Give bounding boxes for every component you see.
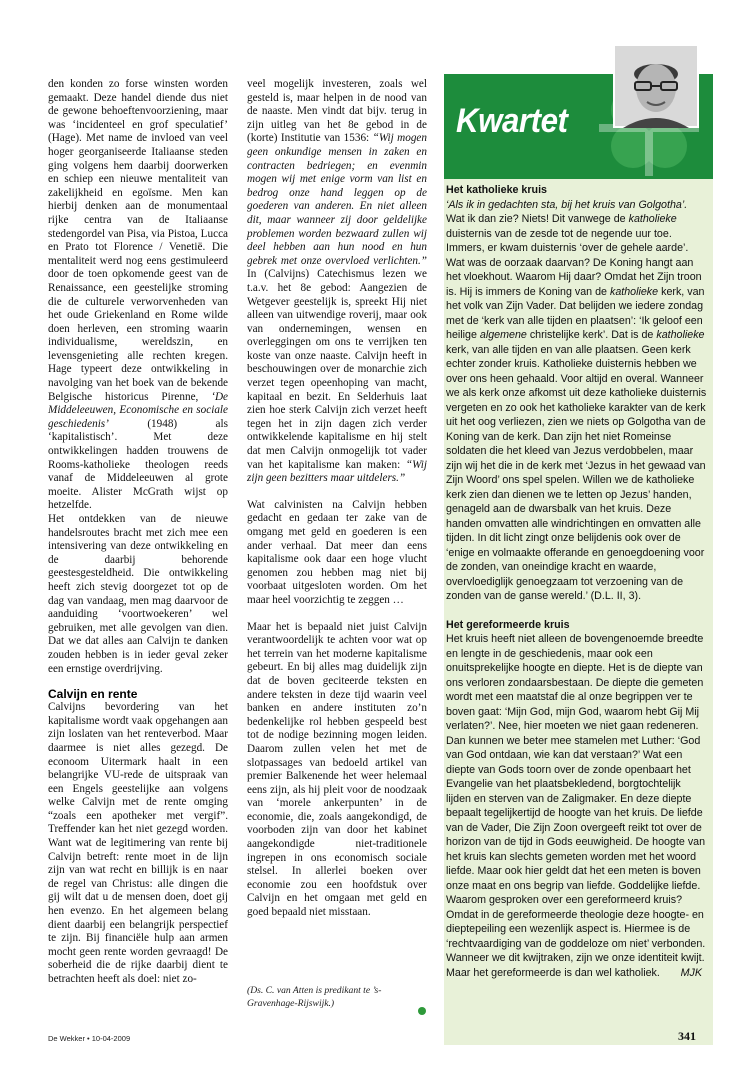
spacer	[446, 604, 708, 618]
paragraph: Calvijns bevordering van het kapitalisme wordt vaak opgehangen aan zijn loslaten van het renteverbod. Maar daarmee is niet alles gezegd. De econoom Uitermark haalt in een belangrijke VU-rede de uitspraak van een Engels geestelijke aan volgens welke Calvijn met de rente omging “zoals een apotheker met vergif”. Treffender kan het niet gezegd worden. Want wat de legitimering van rente bij Calvijn betreft: rente moet in de lijn zijn van wat recht en billijk is en naar de regel van Christus: alle dingen die gij wilt dat u de mensen doen, doet gij hen evenzo. En het algemeen belang dient daarbij een belangrijk perspectief te zijn. Bij financiële hulp aan armen mocht geen rente worden gevraagd! De soberheid die de rijke daarbij dient te betrachten heeft als doel: niet zo-	[48, 701, 228, 985]
paragraph: Maar het is bepaald niet juist Calvijn verantwoordelijk te achten voor wat op het terrein van het moderne kapitalisme gebeurt. En bij alles mag duidelijk zijn dat de boven geciteerde teksten en andere teksten in deze tijd waarin veel banken en andere instituten zo’n bedenkelijke rol hebben gespeeld best tot de nodige bezinning mogen leiden. Daarom zullen velen het met de slotpassages van bedoeld artikel van premier Balkenende het weer helemaal eens zijn, als hij pleit voor de noodzaak van ‘morele ankerpunten’ in de economie, die, zoals aangekondigd, de voorboden zijn van door het kabinet aangekondigde niet-traditionele ingrepen in ons economisch sociale stelsel. In allerlei boeken over economie zou een hoofdstuk over Calvijn en het omgaan met geld en goed bepaald niet misstaan.	[247, 620, 427, 919]
section-heading: Calvijn en rente	[48, 687, 138, 702]
article-column-middle	[247, 78, 427, 920]
author-portrait	[613, 44, 699, 128]
signature: MJK	[680, 966, 702, 979]
paragraph: veel mogelijk investeren, zoals wel gesteld is, maar helpen in de nood van de naaste. Men vindt dat bijv. terug in zijn uitleg van het 8e gebod in de (korte) Institutie van 1536: “Wij mogen geen onkundige mensen in zaken en contracten bedriegen; en evenmin mogen wij met enige vorm van list en bedrog onze hand leggen op de goederen van anderen. En niet alleen dit, maar wanneer zij door geldelijke problemen worden bezwaard zullen wij deel hebben aan hun nood en hun gebrek met onze overvloed verlichten.” In (Calvijns) Catechismus lezen we t.a.v. het 8e gebod: Aangezien de Wetgever geestelijk is, spreekt Hij niet alleen van uitwendige roverij, maar ook van ondernemingen, wensen en overleggingen om ons te verrijken ten koste van onze naaste. Calvijn heeft in beschouwingen over de monarchie zich verzet tegen opeenhoping van macht, kapitaal en bezit. En Selderhuis laat zien hoe sterk Calvijn zich verzet heeft tegen het in zijn dagen zich verder ontwikkelende kapitalisme en hij stelt dat men Calvijn onmogelijk tot vader van het kapitalisme kan maken: “Wij zijn geen bezitters maar uitdelers.”	[247, 78, 428, 485]
quote: “Wij mogen geen onkundige mensen in zaken en contracten bedriegen; en evenmin mogen wij met enige vorm van list en bedrog onze hand leggen op de goederen van anderen. En niet alleen dit, maar wanneer zij door geldelijke problemen worden bezwaard zullen wij deel hebben aan hun nood en hun gebrek met onze overvloed verlichten.”	[247, 132, 427, 267]
kwartet-text	[446, 183, 708, 980]
kwartet-heading-2: Het gereformeerde kruis	[446, 618, 570, 631]
kwartet-paragraph: Het kruis heeft niet alleen de bovengenoemde breedte en lengte in de geschiedenis, maar ook een onuitsprekelijke hoogte en diepte. Het is de diepte van ons verloren zondaarsbestaan. De diepte die gemeten wordt met een maatstaf die al onze begrippen ver te boven gaat: ‘Mijn God, mijn God, waarom hebt Gij Mij verlaten?’. Nee, hier moeten we niet gaan redeneren. Dan kunnen we beter mee stamelen met Luther: ‘God van God ontdaan, wie kan dat verstaan?’ Wat een diepte van Gods toorn over de zonde openbaart het Evangelie van het plaatsbekledend, borgtochtelijk lijden en sterven van de Zaligmaker. En deze diepte bepaalt tegelijkertijd de hoogte van het kruis. De liefde van de Vader, Die Zijn Zoon overgeeft reikt tot over de horizon van de tijd in Gods eeuwigheid. De hoogte van het kruis kan slechts gemeten worden met het woord liefde. Maar ook hier geldt dat het een meten is boven onze maat en ons begrip van liefde. Goddelijke liefde.	[446, 633, 706, 892]
kwartet-title: Kwartet	[456, 102, 568, 140]
publication-footer: De Wekker • 10-04-2009	[48, 1034, 131, 1043]
quote: “Wij zijn geen bezitters maar uitdelers.”	[247, 458, 428, 485]
end-mark-dot	[418, 1007, 426, 1015]
paragraph: Het ontdekken van de nieuwe handelsroutes bracht met zich mee een intensivering van deze ontwikkeling en de daarbij behorende geestesgesteldheid. Die ontwikkeling heeft zich stevig doorgezet tot op de dag van vandaag, men mag daarvoor de aanduiding ‘voortwoekeren’ wel gebruiken, met alle gevolgen van dien. Dat we dat alles aan Calvijn te danken zouden hebben is in ieder geval zeker een ernstige overdrijving.	[48, 513, 228, 675]
kwartet-paragraph: Wat ik dan zie? Niets! Dit vanwege de katholieke duisternis van de zesde tot de negende uur toe. Immers, er kwam duisternis ‘over de gehele aarde’. Wat was de oorzaak daarvan? De Koning hangt aan het vloekhout. Waarom Hij daar? Omdat het Zijn troon is. Hij is immers de Koning van de katholieke kerk, van het volk van Zijn Vader. Dat belijden we iedere zondag met de ‘kerk van alle tijden en plaatsen’: ‘Ik geloof een heilige algemene christelijke kerk’. Dat is de katholieke kerk, van alle tijden en van alle plaatsen. Geen kerk echter zonder kruis. Katholieke duisternis hebben we over ons heen gehaald. Voor altijd en overal. Wanneer we als kerk onze afkomst uit deze katholieke duisternis vergeten en zo ook het katholieke karakter van de kerk uit het oog verliezen, zien we niets op Golgotha van de Koning van de kerk. Dan zijn het niet Romeinse soldaten die het kleed van Jezus verdobbelen, maar zijn wij het die in de kerk met ‘Jezus in het gewaad van Zijn Woord’ ons spel spelen. Willen we de katholieke kerk zien dan dienen we te letten op Jezus’ handen, genageld aan de dwarsbalk van het kruis. Deze handen omvatten alle windrichtingen en omvatten alle tijden. In dit licht zingt onze belijdenis ook over de ‘enige en volmaakte offerande en genoegdoening voor de zonden, van oneindige kracht en waarde, overvloediglijk genoegzaam tot verzoening van de zonden van de ganse wereld.’ (D.L. II, 3).	[446, 213, 707, 602]
book-title: ‘De Middeleeuwen, Economische en sociale geschiedenis’	[48, 390, 228, 430]
page-number: 341	[678, 1029, 696, 1043]
kwartet-quote: ‘Als ik in gedachten sta, bij het kruis van Golgotha’.	[446, 198, 688, 211]
kwartet-heading-1: Het katholieke kruis	[446, 184, 547, 196]
author-credit: (Ds. C. van Atten is predikant te ’s-Gravenhage-Rijswijk.)	[247, 985, 382, 1009]
paragraph: Wat calvinisten na Calvijn hebben gedacht en gedaan ter zake van de omgang met geld en goederen is een ander verhaal. Dat meer dan eens kapitalisme ook daar een hoge vlucht genomen zou hebben mag niet bij voorbaat uitgesloten worden. Om het maar heel voorzichtig te zeggen …	[247, 498, 427, 606]
kwartet-paragraph: Waarom gesproken over een gereformeerd kruis? Omdat in de gereformeerde theologie deze hoogte- en dieptepeiling een wezenlijk aspect is. Hiermee is de ‘rechtvaardiging van de goddeloze om niet’ verbonden. Wanneer we dit kwijtraken, zijn we onze identiteit kwijt. Maar het gereformeerde is dan wel katholiek. MJK	[446, 894, 706, 979]
paragraph: den konden zo forse winsten worden gemaakt. Deze handel diende dus niet de gewone behoeftenvoorziening, maar was ‘incidenteel en grof speculatief’ (Hage). Met name de invloed van veel hoger georganiseerde Italiaanse steden ging volgens hem daarbij doorwerken en schiep een nieuwe mentaliteit van zakelijkheid en egoïsme. Men kan hierbij denken aan de monumentaal rijke centra van de Italiaanse stedengordel van Pisa, via Pistoa, Lucca en Prato tot Florence / Venetië. Die mentaliteit werd nog eens gestimuleerd door de toen opkomende geest van de Renaissance, een geestelijke stroming die de culturele verworvenheden van het oude Griekenland en Rome wilde doen herleven, een stroming waarin individualisme, wereldszin, en levensgenieting alle rechten kregen. Hage typeert deze ontwikkeling in navolging van het boek van de bekende Belgische historicus Pirenne, ‘De Middeleeuwen, Economische en sociale geschiedenis’ (1948) als ‘kapitalistisch’. Met deze ontwikkelingen hadden trouwens de Rooms-katholieke theologen reeds vanaf de Middeleeuwen al grote moeite. Alister McGrath wijst op hetzelfde.	[48, 78, 228, 512]
article-column-left	[48, 78, 228, 987]
